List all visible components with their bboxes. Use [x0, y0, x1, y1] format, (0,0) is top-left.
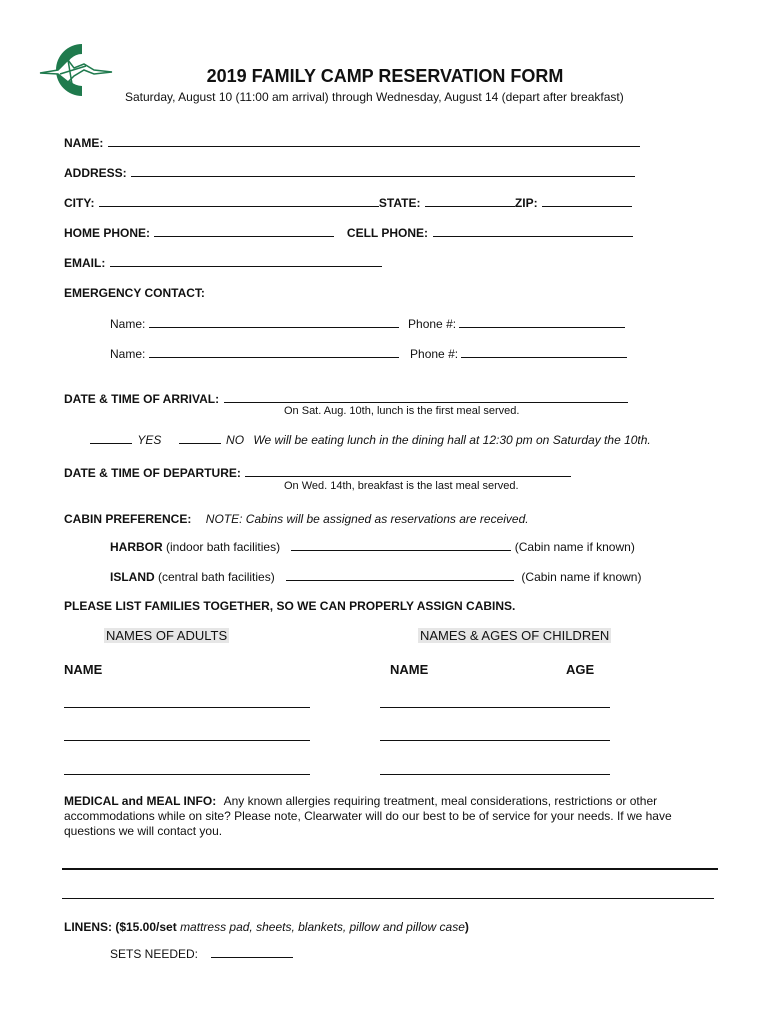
linens-close: ): [464, 920, 469, 934]
linens-desc: mattress pad, sheets, blankets, pillow and pillow case: [180, 920, 465, 934]
child-age-column: AGE: [566, 662, 595, 677]
adult-line-3[interactable]: [64, 774, 310, 775]
emergency-name-field-1[interactable]: [149, 316, 399, 328]
departure-label: DATE & TIME OF DEPARTURE:: [64, 466, 241, 480]
adults-heading: NAMES OF ADULTS: [106, 628, 228, 643]
medical-text-3: questions we will contact you.: [64, 824, 223, 838]
families-instruction: PLEASE LIST FAMILIES TOGETHER, SO WE CAN PROPERLY ASSIGN CABINS.: [64, 599, 516, 613]
sets-needed-row: [110, 946, 293, 961]
cabin-note: NOTE: Cabins will be assigned as reservations are received.: [205, 512, 529, 526]
children-heading: NAMES & AGES OF CHILDREN: [420, 628, 610, 643]
cell-phone-label: CELL PHONE:: [346, 226, 429, 240]
lunch-row: [90, 432, 651, 447]
city-field[interactable]: [99, 195, 379, 207]
arrival-field[interactable]: [224, 391, 628, 403]
arrival-label: DATE & TIME OF ARRIVAL:: [64, 392, 220, 406]
state-label: STATE:: [378, 196, 421, 210]
page-title: 2019 FAMILY CAMP RESERVATION FORM: [206, 66, 564, 86]
cell-phone-field[interactable]: [433, 225, 633, 237]
child-name-column: NAME: [390, 662, 429, 677]
medical-text-1: Any known allergies requiring treatment, meal considerations, restrictions or other: [223, 794, 658, 808]
emergency-phone-field-2[interactable]: [461, 346, 627, 358]
linens-label: LINENS: ($15.00/set: [64, 920, 177, 934]
email-label: EMAIL:: [64, 256, 106, 270]
sets-needed-field[interactable]: [211, 946, 293, 958]
child-line-3[interactable]: [380, 774, 610, 775]
medical-line-1[interactable]: [62, 868, 718, 870]
harbor-row: [110, 539, 635, 554]
medical-block: [64, 794, 724, 839]
city-row: [64, 194, 632, 212]
island-field[interactable]: [286, 569, 514, 581]
page-subtitle: Saturday, August 10 (11:00 am arrival) through Wednesday, August 14 (depart after breakfast): [125, 90, 624, 104]
child-line-2[interactable]: [380, 740, 610, 741]
emergency-row-2: [110, 346, 627, 361]
emergency-phone-label: Phone #:: [410, 347, 459, 361]
address-field[interactable]: [131, 165, 635, 177]
name-label: NAME:: [64, 136, 104, 150]
address-label: ADDRESS:: [64, 166, 127, 180]
emergency-row-1: [110, 316, 625, 331]
sets-needed-label: SETS NEEDED:: [110, 947, 199, 961]
medical-line-2[interactable]: [62, 898, 714, 899]
island-row: [110, 569, 641, 584]
phone-row: [64, 224, 633, 242]
no-label: NO: [226, 433, 245, 447]
zip-field[interactable]: [542, 195, 632, 207]
harbor-cabin-name: (Cabin name if known): [514, 540, 635, 554]
harbor-desc: (indoor bath facilities): [166, 540, 281, 554]
medical-text-2: accommodations while on site? Please note, Clearwater will do our best to be of service for your needs. If we have: [64, 809, 672, 823]
name-field[interactable]: [108, 135, 640, 147]
island-label: ISLAND: [110, 570, 155, 584]
departure-field[interactable]: [245, 465, 571, 477]
cabin-row: [64, 510, 529, 528]
medical-label: MEDICAL and MEAL INFO:: [64, 794, 217, 808]
emergency-name-field-2[interactable]: [149, 346, 399, 358]
departure-note: On Wed. 14th, breakfast is the last meal served.: [284, 480, 519, 492]
harbor-field[interactable]: [291, 539, 511, 551]
state-field[interactable]: [425, 195, 515, 207]
yes-field[interactable]: [90, 432, 132, 444]
island-desc: (central bath facilities): [158, 570, 275, 584]
adult-line-1[interactable]: [64, 707, 310, 708]
adult-name-column: NAME: [64, 662, 103, 677]
lunch-note: We will be eating lunch in the dining hall at 12:30 pm on Saturday the 10th.: [253, 433, 651, 447]
address-row: [64, 164, 635, 182]
emergency-phone-field-1[interactable]: [459, 316, 625, 328]
home-phone-label: HOME PHONE:: [64, 226, 151, 240]
harbor-label: HARBOR: [110, 540, 163, 554]
emergency-phone-label: Phone #:: [408, 317, 457, 331]
emergency-name-label: Name:: [110, 347, 146, 361]
emergency-name-label: Name:: [110, 317, 146, 331]
email-field[interactable]: [110, 255, 382, 267]
emergency-heading: EMERGENCY CONTACT:: [64, 286, 205, 300]
city-label: CITY:: [64, 196, 95, 210]
home-phone-field[interactable]: [154, 225, 334, 237]
email-row: [64, 254, 382, 272]
zip-label: ZIP:: [514, 196, 538, 210]
island-cabin-name: (Cabin name if known): [521, 570, 642, 584]
child-line-1[interactable]: [380, 707, 610, 708]
adult-line-2[interactable]: [64, 740, 310, 741]
no-field[interactable]: [179, 432, 221, 444]
name-row: [64, 134, 640, 152]
arrival-note: On Sat. Aug. 10th, lunch is the first meal served.: [284, 405, 520, 417]
cabin-label: CABIN PREFERENCE:: [64, 512, 192, 526]
yes-label: YES: [137, 433, 162, 447]
linens-row: [64, 920, 469, 934]
